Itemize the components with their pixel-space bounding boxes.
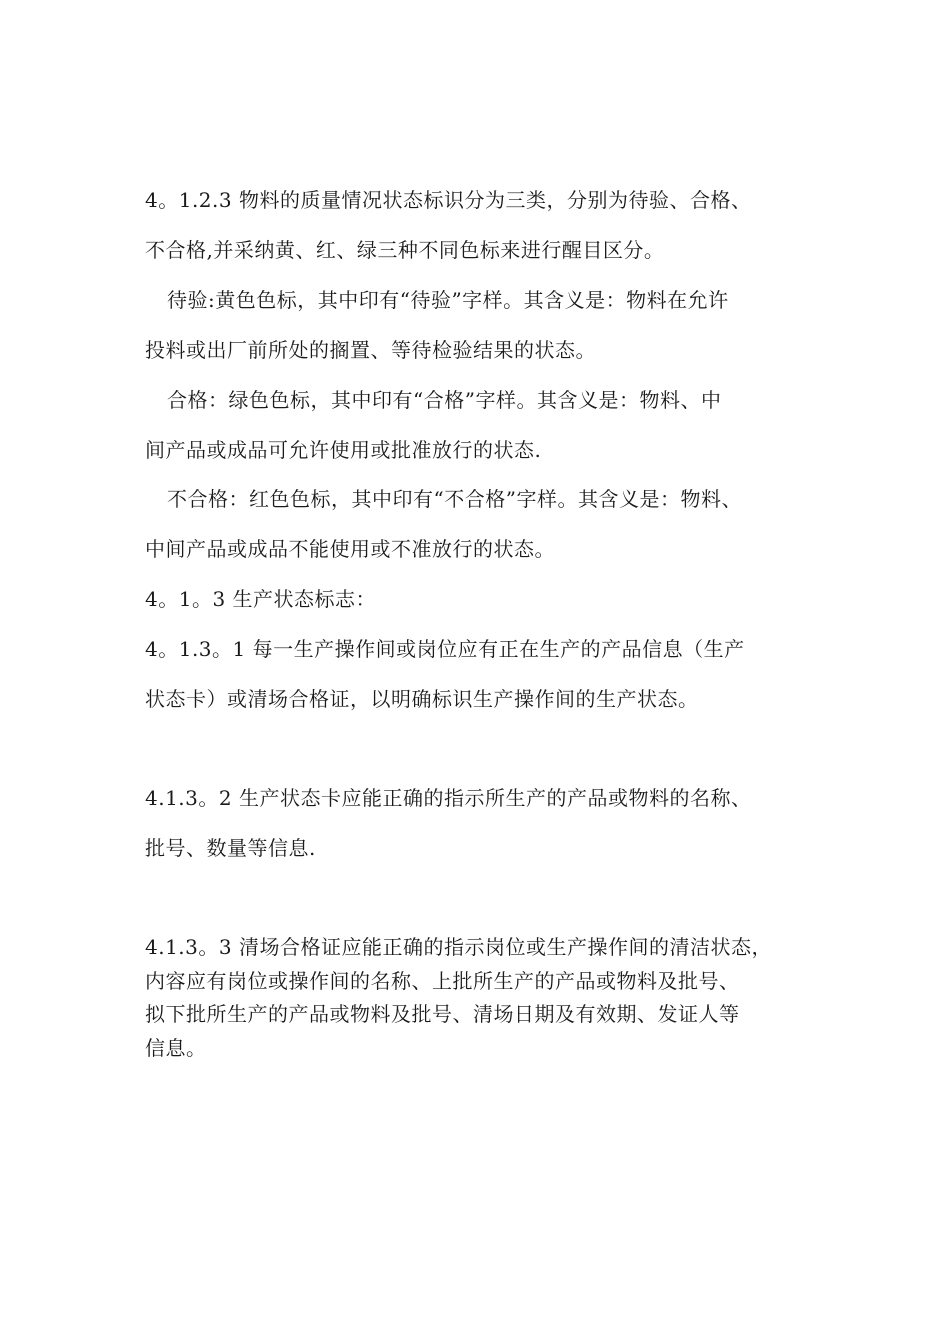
unqualified-line-1: 不合格：红色色标，其中印有“不合格”字样。其含义是：物料、 bbox=[167, 487, 742, 511]
qualified-line-1: 合格：绿色色标，其中印有“合格”字样。其含义是：物料、中 bbox=[167, 388, 722, 412]
section-4-1-3-2-line-1: 4.1.3。2 生产状态卡应能正确的指示所生产的产品或物料的名称、 bbox=[145, 786, 752, 810]
section-4-1-3-2-line-2: 批号、数量等信息. bbox=[145, 836, 316, 860]
section-4-1-3-3-line-3: 拟下批所生产的产品或物料及批号、清场日期及有效期、发证人等 bbox=[145, 1002, 740, 1026]
pending-inspection-line-2: 投料或出厂前所处的搁置、等待检验结果的状态。 bbox=[145, 338, 596, 362]
unqualified-line-2: 中间产品或成品不能使用或不准放行的状态。 bbox=[145, 537, 555, 561]
section-4-1-2-3-line-2: 不合格,并采纳黄、红、绿三种不同色标来进行醒目区分。 bbox=[145, 238, 665, 262]
qualified-line-2: 间产品或成品可允许使用或批准放行的状态. bbox=[145, 438, 542, 462]
section-4-1-3-1-line-2: 状态卡）或清场合格证，以明确标识生产操作间的生产状态。 bbox=[145, 687, 699, 711]
section-4-1-3-3-line-4: 信息。 bbox=[145, 1036, 207, 1060]
section-4-1-3-3-line-2: 内容应有岗位或操作间的名称、上批所生产的产品或物料及批号、 bbox=[145, 969, 740, 993]
section-4-1-3-3-line-1: 4.1.3。3 清场合格证应能正确的指示岗位或生产操作间的清洁状态， bbox=[145, 935, 772, 959]
section-4-1-3-1-line-1: 4。1.3。1 每一生产操作间或岗位应有正在生产的产品信息（生产 bbox=[145, 637, 745, 661]
pending-inspection-line-1: 待验:黄色色标，其中印有“待验”字样。其含义是：物料在允许 bbox=[167, 288, 729, 312]
section-4-1-2-3-line-1: 4。1.2.3 物料的质量情况状态标识分为三类，分别为待验、合格、 bbox=[145, 188, 752, 212]
section-4-1-3-heading: 4。1。3 生产状态标志： bbox=[145, 587, 377, 611]
